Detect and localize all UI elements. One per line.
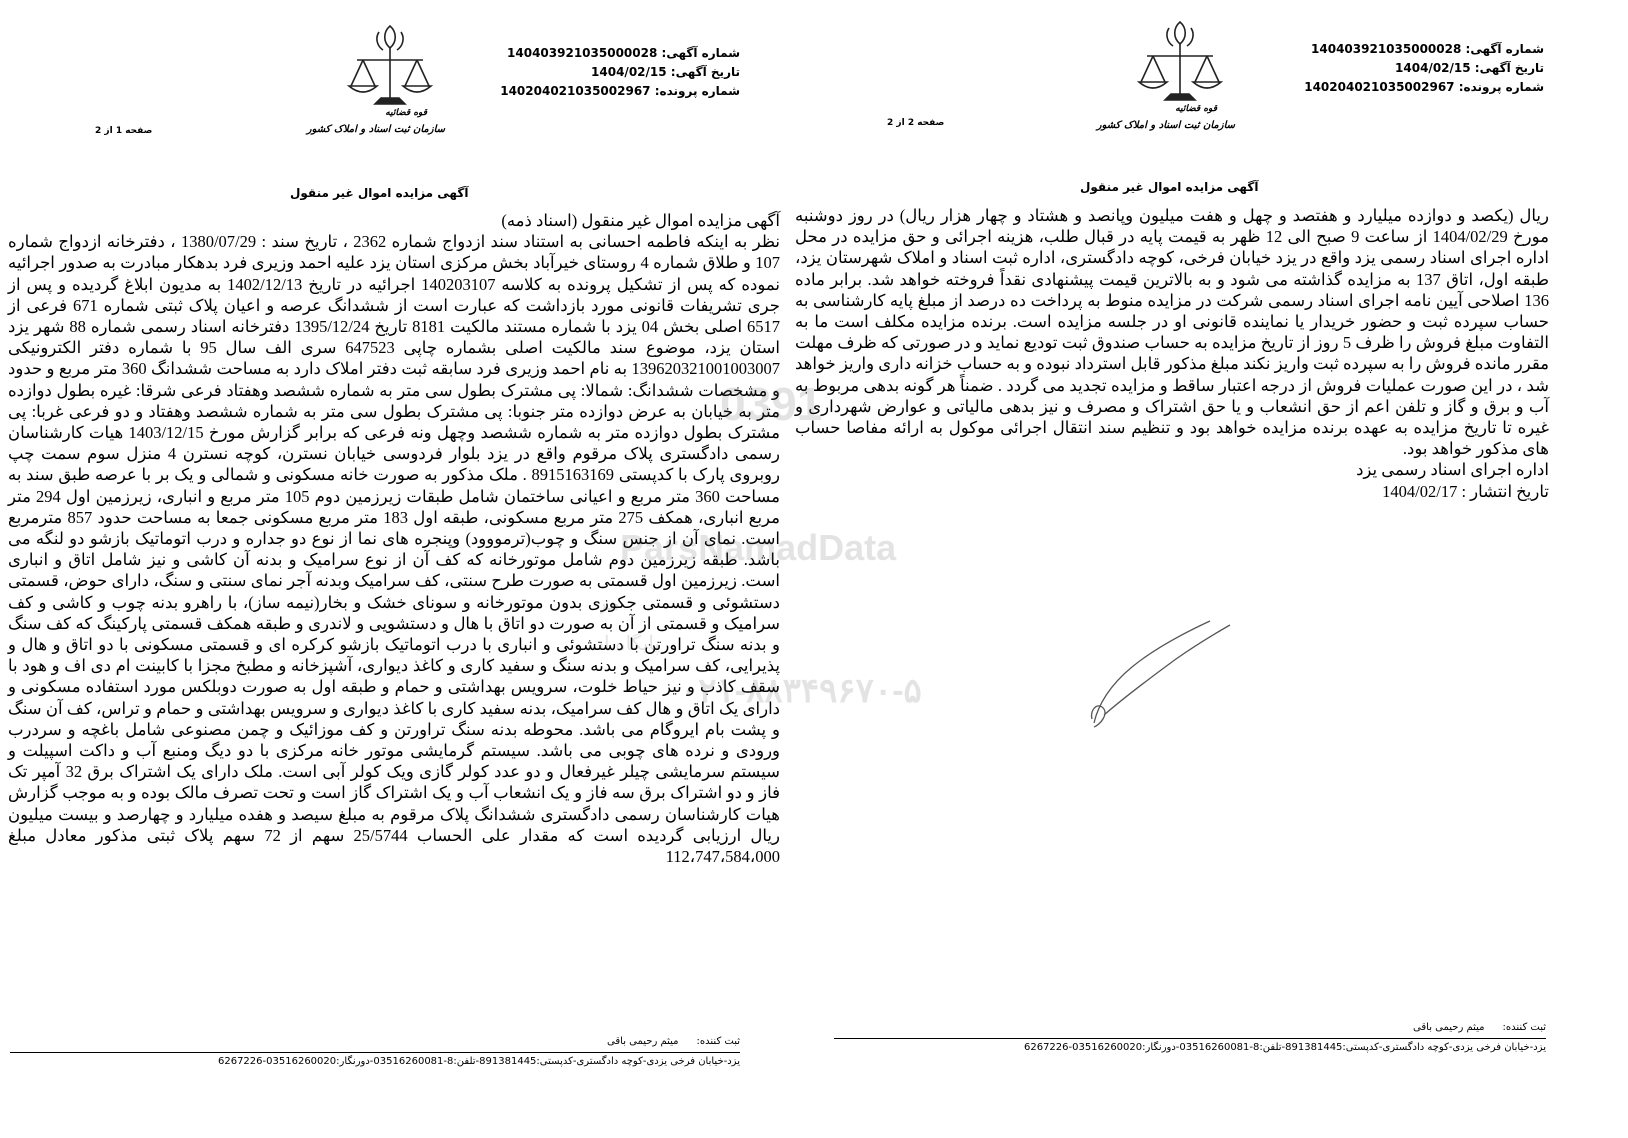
- judiciary-emblem: [1096, 16, 1235, 141]
- ad-body: [795, 205, 1549, 502]
- judiciary-emblem: [306, 20, 445, 145]
- svg-text:۰۲۱-۸۸۳۴۹۶۷۰-۵: ۰۲۱-۸۸۳۴۹۶۷۰-۵: [680, 672, 922, 710]
- ad-date: 1404/02/15: [1395, 61, 1471, 75]
- svg-text:مرکز فرآوری اطلاعات پارس نماد: مر: [600, 590, 620, 615]
- ad-meta: [500, 44, 740, 101]
- ad-number-label: شماره آگهی:: [661, 46, 740, 60]
- ad-date: 1404/02/15: [591, 65, 667, 79]
- body-paragraph: ریال (یکصد و دوازده میلیارد و هفتصد و چهل و هفت میلیون وپانصد و هشتاد و چهار هزار ریال) در روز دوشنبه مورخ 1404/02/29 از ساعت 9 صبح الی 12 ظهر به قیمت پایه در قبال طلب، هزینه اجرائی و حق مزایده در محل اداره اجرای اسناد رسمی یزد واقع در یزد خیابان فرخی، کوچه دادگستری، اداره ثبت اسناد و املاک شهرستان یزد، طبقه اول، اتاق 137 به مزایده گذاشته می شود و به بالاترین قیمت پیشنهادی نقداً فروخته خواهد شد. برابر ماده 136 اصلاحی آیین نامه اجرای اسناد رسمی شرکت در مزایده منوط به پرداخت ده درصد از مبلغ پایه کارشناسی به حساب سپرده ثبت و حضور خریدار یا نماینده قانونی او در جلسه مزایده است. برنده مزایده مکلف است ما به التفاوت مبلغ فروش را ظرف 5 روز از تاریخ مزایده به حساب صندوق ثبت تودیع نماید و در صورتی که ظرف مهلت مقرر مانده فروش را به سپرده ثبت واریز نکند مبلغ مذکور قابل استرداد نبوده و به حساب خزانه داری واریز خواهد شد ، در این صورت عملیات فروش از درجه اعتبار ساقط و مزایده تجدید می گردد . ضمناً هر گونه بدهی مربوط به آب و برق و گاز و تلفن اعم از حق انشعاب و یا حق اشتراک و مصرف و نیز بدهی مالیاتی و عوارض شهرداری و غیره تا تاریخ مزایده به عهده برنده مزایده خواهد بود و تنظیم سند انتقال اجرائی موکول به ارائه مفاصا حساب های مذکور خواهد بود.: [795, 206, 1550, 459]
- signature: [1080, 615, 1240, 735]
- svg-text:0391: 0391: [720, 380, 823, 430]
- footer-address: یزد-خیابان فرخی یزدی-کوچه دادگستری-کدپستی:891381445-تلفن:8-03516260081-دورنگار:03516260020-6267226: [1023, 1042, 1546, 1053]
- registrar-label: ثبت کننده:: [1502, 1022, 1546, 1033]
- svg-text:ParsNamadData: ParsNamadData: [620, 527, 897, 568]
- footer-address: یزد-خیابان فرخی یزدی-کوچه دادگستری-کدپستی:891381445-تلفن:8-03516260081-دورنگار:03516260020-6267226: [217, 1056, 740, 1067]
- emblem-org-line2: سازمان ثبت اسناد و املاک کشور: [1096, 120, 1235, 131]
- registrar-name: میثم رحیمی باقی: [1413, 1022, 1485, 1033]
- page-indicator: صفحه 1 از 2: [95, 126, 153, 136]
- svg-text:پایگاه اطلاع رسانی مناقصات و م: پایگاه ا: [604, 633, 660, 655]
- page-title: آگهی مزایده اموال غیر منقول: [1080, 180, 1259, 194]
- body-paragraph: نظر به اینکه فاطمه احسانی به استناد سند ازدواج شماره 2362 ، تاریخ سند : 1380/07/29 ، دفترخانه ازدواج شماره 107 و طلاق شماره 4 روستای خیرآباد بخش مرکزی استان یزد علیه احمد وزیری فرد بدهکار مبادرت به صدور اجرائیه نموده که پس از تشکیل پرونده به کلاسه 140203107 اجرائیه در تاریخ 1402/12/13 به مدیون ابلاغ گردیده و پس از جری تشریفات قانونی مورد بازداشت که عبارت است از ششدانگ عرصه و اعیان پلاک ثبتی شماره 671 فرعی از 6517 اصلی بخش 04 یزد با شماره مستند مالکیت 8181 تاریخ 1395/12/24 دفترخانه اسناد رسمی شماره 88 شهر یزد استان یزد، موضوع سند مالکیت اصلی بشماره چاپی 647523 سری الف سال 95 با شماره دفتر الکترونیکی 139620321001003007 به نام احمد وزیری فرد سابقه ثبت دفتر املاک دارد به مساحت ششدانگ 360 متر مربع و حدود و مشخصات ششدانگ: شمالا: پی مشترک بطول سی متر به شماره ششصد وهفتاد فرعی شرقا: غیره بطول دوازده متر به خیابان به عرض دوازده متر جنوبا: پی مشترک بطول سی متر به شماره ششصد وهفتاد و دو فرعی غربا: پی مشترک بطول دوازده متر به شماره ششصد وچهل ونه فرعی که برابر گزارش مورخ 1403/12/15 هیات کارشناسان رسمی دادگستری پلاک مرقوم واقع در یزد بلوار فردوسی خیابان نسترن، کوچه نسترن 4 منزل سوم سمت چپ روبروی پارک با کدپستی 8915163169 . ملک مذکور به صورت خانه مسکونی و شمالی و یک بر با عرصه طبق سند به مساحت 360 متر مربع و اعیانی ساختمان شامل طبقات زیرزمین دوم 105 متر مربع و انباری، زیرزمین اول 294 متر مربع انباری، همکف 275 متر مربع مسکونی، طبقه اول 183 متر مربع مسکونی جمعا به مساحت حدود 857 مترمربع است. نمای آن از جنس سنگ و چوب(ترمووود) وپنجره های نما از نوع دو جداره و درب اتوماتیک بازشو دو لنگه می باشد. طبقه زیرزمین دوم شامل موتورخانه که کف آن از نوع سرامیک و بدنه آن کاشی و نیز شامل اتاق و انباری است. زیرزمین اول قسمتی به صورت طرح سنتی، کف سرامیک وبدنه آجر نمای سنتی و سنگ، دارای حوض، قسمتی دستشوئی و قسمتی جکوزی بدون موتورخانه و سونای خشک و بخار(نیمه ساز)، با راهرو بدنه چوب و کاشی و کف سرامیک و قسمتی از آن به صورت دو اتاق با هال و دستشویی و لاندری و طبقه همکف قسمتی پارکینگ که کف سنگ و بدنه سنگ تراورتن با دستشوئی و انباری با درب اتوماتیک بازشو کرکره ای و قسمتی مسکونی با دو اتاق و هال و پذیرایی، کف سرامیک و بدنه سنگ و سفید کاری و کاغذ دیواری، آشپزخانه و مطبخ مجزا با کابینت ام دی اف و هود با سقف کاذب و نیز حیاط خلوت، سرویس بهداشتی و حمام و طبقه اول به صورت دوبلکس مورد استفاده مسکونی و دارای یک اتاق و هال کف سرامیک، بدنه سفید کاری با کاغذ دیواری و سرویس بهداشتی و حمام و تراس، کف آن سنگ و پشت بام ایروگام می باشد. محوطه بدنه سنگ تراورتن و کف موزائیک و چمن مصنوعی شامل باغچه و سردرب ورودی و نرده های چوبی می باشد. سیستم گرمایشی موتور خانه مرکزی با دو دیگ ومنبع آب و داکت اسپیلت و سیستم سرمایشی چیلر غیرفعال و دو عدد کولر گازی ویک کولر آبی است. ملک دارای یک اشتراک برق 32 آمپر تک فاز و دو اشتراک برق سه فاز و یک انشعاب آب و یک اشتراک گاز است و تحت تصرف مالک بوده و به موجب گزارش هیات کارشناسان رسمی دادگستری ششدانگ پلاک مرقوم به مبلغ سیصد و هفده میلیارد و چهارصد و بیست میلیون ریال ارزیابی گردیده است که مقدار علی الحساب 25/5744 سهم از 72 سهم پلاک ثبتی مذکور معادل مبلغ 112،747،584،000: [8, 232, 780, 867]
- page-indicator: صفحه 2 از 2: [887, 118, 945, 128]
- issuing-office: اداره اجرای اسناد رسمی یزد: [1356, 460, 1549, 480]
- emblem-org-line2: سازمان ثبت اسناد و املاک کشور: [306, 124, 445, 135]
- ad-number-label: شماره آگهی:: [1465, 42, 1544, 56]
- file-number: 140204021035002967: [1304, 80, 1455, 94]
- file-number-label: شماره پرونده:: [1458, 80, 1544, 94]
- emblem-org-line1: قوه قضائیه: [1175, 104, 1217, 114]
- page-1: [0, 0, 800, 1138]
- ad-meta: [1304, 40, 1544, 97]
- footer-divider: [834, 1038, 1546, 1039]
- ad-date-label: تاریخ آگهی:: [1474, 61, 1544, 75]
- file-number-label: شماره پرونده:: [654, 84, 740, 98]
- ad-number: 140403921035000028: [1311, 42, 1462, 56]
- file-number: 140204021035002967: [500, 84, 651, 98]
- ad-date-label: تاریخ آگهی:: [670, 65, 740, 79]
- emblem-org-line1: قوه قضائیه: [385, 108, 427, 118]
- publish-date: تاریخ انتشار : 1404/02/17: [1382, 481, 1549, 501]
- ad-number: 140403921035000028: [507, 46, 658, 60]
- signature-icon: [1080, 615, 1240, 735]
- ad-body: [8, 210, 780, 867]
- registrar-name: میثم رحیمی باقی: [607, 1036, 679, 1047]
- page-title: آگهی مزایده اموال غیر منقول: [290, 186, 469, 200]
- body-heading: آگهی مزایده اموال غیر منقول (اسناد ذمه): [501, 211, 780, 230]
- registrar-label: ثبت کننده:: [696, 1036, 740, 1047]
- footer-divider: [10, 1052, 740, 1053]
